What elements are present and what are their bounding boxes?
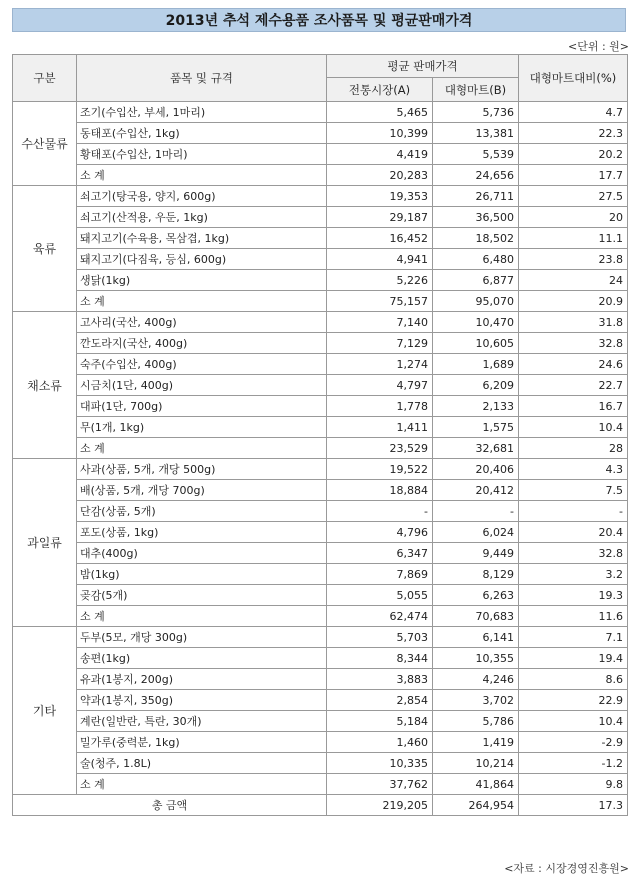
subtotal-row [13, 165, 628, 186]
traditional-price-cell: 1,274 [327, 354, 433, 375]
header-mart: 대형마트(B) [433, 78, 519, 102]
table-body [13, 102, 628, 816]
mart-price-cell: 9,449 [433, 543, 519, 564]
item-cell: 단감(상품, 5개) [77, 501, 327, 522]
item-cell: 술(청주, 1.8L) [77, 753, 327, 774]
traditional-total-cell: 219,205 [327, 795, 433, 816]
ratio-cell: 23.8 [519, 249, 628, 270]
table-row [13, 585, 628, 606]
item-cell: 소 계 [77, 774, 327, 795]
category-cell: 육류 [13, 186, 77, 312]
subtotal-row [13, 291, 628, 312]
subtotal-row [13, 438, 628, 459]
item-cell: 계란(일반란, 특란, 30개) [77, 711, 327, 732]
price-table [12, 54, 628, 816]
ratio-cell: 22.7 [519, 375, 628, 396]
ratio-cell: 11.6 [519, 606, 628, 627]
traditional-price-cell: 7,140 [327, 312, 433, 333]
item-cell: 밤(1kg) [77, 564, 327, 585]
mart-price-cell: 8,129 [433, 564, 519, 585]
ratio-cell: 10.4 [519, 711, 628, 732]
ratio-cell: 19.3 [519, 585, 628, 606]
category-cell: 채소류 [13, 312, 77, 459]
mart-price-cell: 5,786 [433, 711, 519, 732]
item-cell: 두부(5모, 개당 300g) [77, 627, 327, 648]
traditional-price-cell: 5,055 [327, 585, 433, 606]
item-cell: 사과(상품, 5개, 개당 500g) [77, 459, 327, 480]
mart-price-cell: 13,381 [433, 123, 519, 144]
traditional-price-cell: 4,797 [327, 375, 433, 396]
item-cell: 유과(1봉지, 200g) [77, 669, 327, 690]
traditional-price-cell: 23,529 [327, 438, 433, 459]
mart-price-cell: 26,711 [433, 186, 519, 207]
item-cell: 소 계 [77, 438, 327, 459]
subtotal-row [13, 606, 628, 627]
traditional-price-cell: 29,187 [327, 207, 433, 228]
ratio-cell: 4.3 [519, 459, 628, 480]
ratio-cell: 7.1 [519, 627, 628, 648]
traditional-price-cell: 16,452 [327, 228, 433, 249]
table-row [13, 123, 628, 144]
traditional-price-cell: 2,854 [327, 690, 433, 711]
item-cell: 약과(1봉지, 350g) [77, 690, 327, 711]
table-row [13, 228, 628, 249]
traditional-price-cell: 3,883 [327, 669, 433, 690]
table-row [13, 480, 628, 501]
item-cell: 고사리(국산, 400g) [77, 312, 327, 333]
header-ratio: 대형마트대비(%) [519, 55, 628, 102]
item-cell: 쇠고기(산적용, 우둔, 1kg) [77, 207, 327, 228]
table-row [13, 249, 628, 270]
page-title: 2013년 추석 제수용품 조사품목 및 평균판매가격 [12, 8, 626, 32]
item-cell: 소 계 [77, 606, 327, 627]
traditional-price-cell: 5,184 [327, 711, 433, 732]
table-row [13, 690, 628, 711]
item-cell: 무(1개, 1kg) [77, 417, 327, 438]
item-cell: 깐도라지(국산, 400g) [77, 333, 327, 354]
mart-price-cell: 6,877 [433, 270, 519, 291]
mart-price-cell: 10,214 [433, 753, 519, 774]
table-row [13, 753, 628, 774]
subtotal-row [13, 774, 628, 795]
traditional-price-cell: 1,460 [327, 732, 433, 753]
item-cell: 송편(1kg) [77, 648, 327, 669]
mart-price-cell: 10,355 [433, 648, 519, 669]
table-row [13, 627, 628, 648]
item-cell: 동태포(수입산, 1kg) [77, 123, 327, 144]
ratio-cell: 8.6 [519, 669, 628, 690]
mart-price-cell: 10,470 [433, 312, 519, 333]
traditional-price-cell: 1,411 [327, 417, 433, 438]
mart-price-cell: 20,406 [433, 459, 519, 480]
table-row [13, 564, 628, 585]
item-cell: 시금치(1단, 400g) [77, 375, 327, 396]
table-row [13, 333, 628, 354]
item-cell: 조기(수입산, 부세, 1마리) [77, 102, 327, 123]
ratio-cell: 20.4 [519, 522, 628, 543]
mart-price-cell: 1,575 [433, 417, 519, 438]
ratio-cell: 19.4 [519, 648, 628, 669]
total-row [13, 795, 628, 816]
traditional-price-cell: 5,703 [327, 627, 433, 648]
traditional-price-cell: - [327, 501, 433, 522]
table-row [13, 732, 628, 753]
header-avg-price: 평균 판매가격 [327, 55, 519, 78]
mart-price-cell: 6,024 [433, 522, 519, 543]
ratio-cell: 24 [519, 270, 628, 291]
table-row [13, 648, 628, 669]
traditional-price-cell: 8,344 [327, 648, 433, 669]
traditional-price-cell: 62,474 [327, 606, 433, 627]
total-label: 총 금액 [13, 795, 327, 816]
mart-price-cell: - [433, 501, 519, 522]
traditional-price-cell: 19,353 [327, 186, 433, 207]
item-cell: 돼지고기(수육용, 목삼겹, 1kg) [77, 228, 327, 249]
item-cell: 밀가루(중력분, 1kg) [77, 732, 327, 753]
table-row [13, 375, 628, 396]
mart-price-cell: 32,681 [433, 438, 519, 459]
item-cell: 쇠고기(탕국용, 양지, 600g) [77, 186, 327, 207]
table-row [13, 207, 628, 228]
table-row [13, 501, 628, 522]
ratio-cell: 32.8 [519, 543, 628, 564]
ratio-cell: 20.9 [519, 291, 628, 312]
source-label: <자료 : 시장경영진흥원> [504, 862, 629, 875]
category-cell: 과일류 [13, 459, 77, 627]
traditional-price-cell: 6,347 [327, 543, 433, 564]
table-row [13, 186, 628, 207]
mart-price-cell: 20,412 [433, 480, 519, 501]
mart-price-cell: 1,419 [433, 732, 519, 753]
traditional-price-cell: 5,226 [327, 270, 433, 291]
traditional-price-cell: 4,941 [327, 249, 433, 270]
mart-price-cell: 95,070 [433, 291, 519, 312]
item-cell: 소 계 [77, 291, 327, 312]
traditional-price-cell: 10,335 [327, 753, 433, 774]
table-row [13, 711, 628, 732]
traditional-price-cell: 37,762 [327, 774, 433, 795]
traditional-price-cell: 7,129 [327, 333, 433, 354]
ratio-total-cell: 17.3 [519, 795, 628, 816]
mart-price-cell: 18,502 [433, 228, 519, 249]
table-row [13, 270, 628, 291]
ratio-cell: 20.2 [519, 144, 628, 165]
item-cell: 곶감(5개) [77, 585, 327, 606]
table-row [13, 396, 628, 417]
ratio-cell: 31.8 [519, 312, 628, 333]
mart-price-cell: 6,209 [433, 375, 519, 396]
mart-price-cell: 70,683 [433, 606, 519, 627]
ratio-cell: 27.5 [519, 186, 628, 207]
table-row [13, 102, 628, 123]
item-cell: 소 계 [77, 165, 327, 186]
traditional-price-cell: 4,419 [327, 144, 433, 165]
mart-price-cell: 10,605 [433, 333, 519, 354]
traditional-price-cell: 10,399 [327, 123, 433, 144]
item-cell: 대추(400g) [77, 543, 327, 564]
table-row [13, 354, 628, 375]
item-cell: 황태포(수입산, 1마리) [77, 144, 327, 165]
table-row [13, 144, 628, 165]
ratio-cell: 16.7 [519, 396, 628, 417]
item-cell: 배(상품, 5개, 개당 700g) [77, 480, 327, 501]
item-cell: 생닭(1kg) [77, 270, 327, 291]
ratio-cell: -2.9 [519, 732, 628, 753]
mart-price-cell: 5,539 [433, 144, 519, 165]
table-row [13, 417, 628, 438]
mart-price-cell: 24,656 [433, 165, 519, 186]
mart-price-cell: 6,263 [433, 585, 519, 606]
table-row [13, 669, 628, 690]
header-category: 구분 [13, 55, 77, 102]
ratio-cell: 9.8 [519, 774, 628, 795]
mart-price-cell: 5,736 [433, 102, 519, 123]
ratio-cell: 17.7 [519, 165, 628, 186]
ratio-cell: 22.3 [519, 123, 628, 144]
traditional-price-cell: 1,778 [327, 396, 433, 417]
ratio-cell: 20 [519, 207, 628, 228]
mart-total-cell: 264,954 [433, 795, 519, 816]
item-cell: 대파(1단, 700g) [77, 396, 327, 417]
ratio-cell: 3.2 [519, 564, 628, 585]
ratio-cell: 11.1 [519, 228, 628, 249]
category-cell: 수산물류 [13, 102, 77, 186]
traditional-price-cell: 5,465 [327, 102, 433, 123]
traditional-price-cell: 75,157 [327, 291, 433, 312]
ratio-cell: 24.6 [519, 354, 628, 375]
mart-price-cell: 6,141 [433, 627, 519, 648]
ratio-cell: 4.7 [519, 102, 628, 123]
mart-price-cell: 2,133 [433, 396, 519, 417]
item-cell: 돼지고기(다짐육, 등심, 600g) [77, 249, 327, 270]
category-cell: 기타 [13, 627, 77, 795]
ratio-cell: -1.2 [519, 753, 628, 774]
item-cell: 숙주(수입산, 400g) [77, 354, 327, 375]
mart-price-cell: 4,246 [433, 669, 519, 690]
header-item: 품목 및 규격 [77, 55, 327, 102]
unit-label: <단위 : 원> [567, 40, 629, 53]
table-row [13, 522, 628, 543]
ratio-cell: 32.8 [519, 333, 628, 354]
traditional-price-cell: 19,522 [327, 459, 433, 480]
table-row [13, 459, 628, 480]
ratio-cell: 7.5 [519, 480, 628, 501]
mart-price-cell: 6,480 [433, 249, 519, 270]
ratio-cell: 10.4 [519, 417, 628, 438]
ratio-cell: 28 [519, 438, 628, 459]
item-cell: 포도(상품, 1kg) [77, 522, 327, 543]
mart-price-cell: 1,689 [433, 354, 519, 375]
mart-price-cell: 41,864 [433, 774, 519, 795]
traditional-price-cell: 7,869 [327, 564, 433, 585]
mart-price-cell: 36,500 [433, 207, 519, 228]
traditional-price-cell: 20,283 [327, 165, 433, 186]
ratio-cell: 22.9 [519, 690, 628, 711]
traditional-price-cell: 18,884 [327, 480, 433, 501]
table-row [13, 543, 628, 564]
ratio-cell: - [519, 501, 628, 522]
traditional-price-cell: 4,796 [327, 522, 433, 543]
table-row [13, 312, 628, 333]
mart-price-cell: 3,702 [433, 690, 519, 711]
header-traditional: 전통시장(A) [327, 78, 433, 102]
